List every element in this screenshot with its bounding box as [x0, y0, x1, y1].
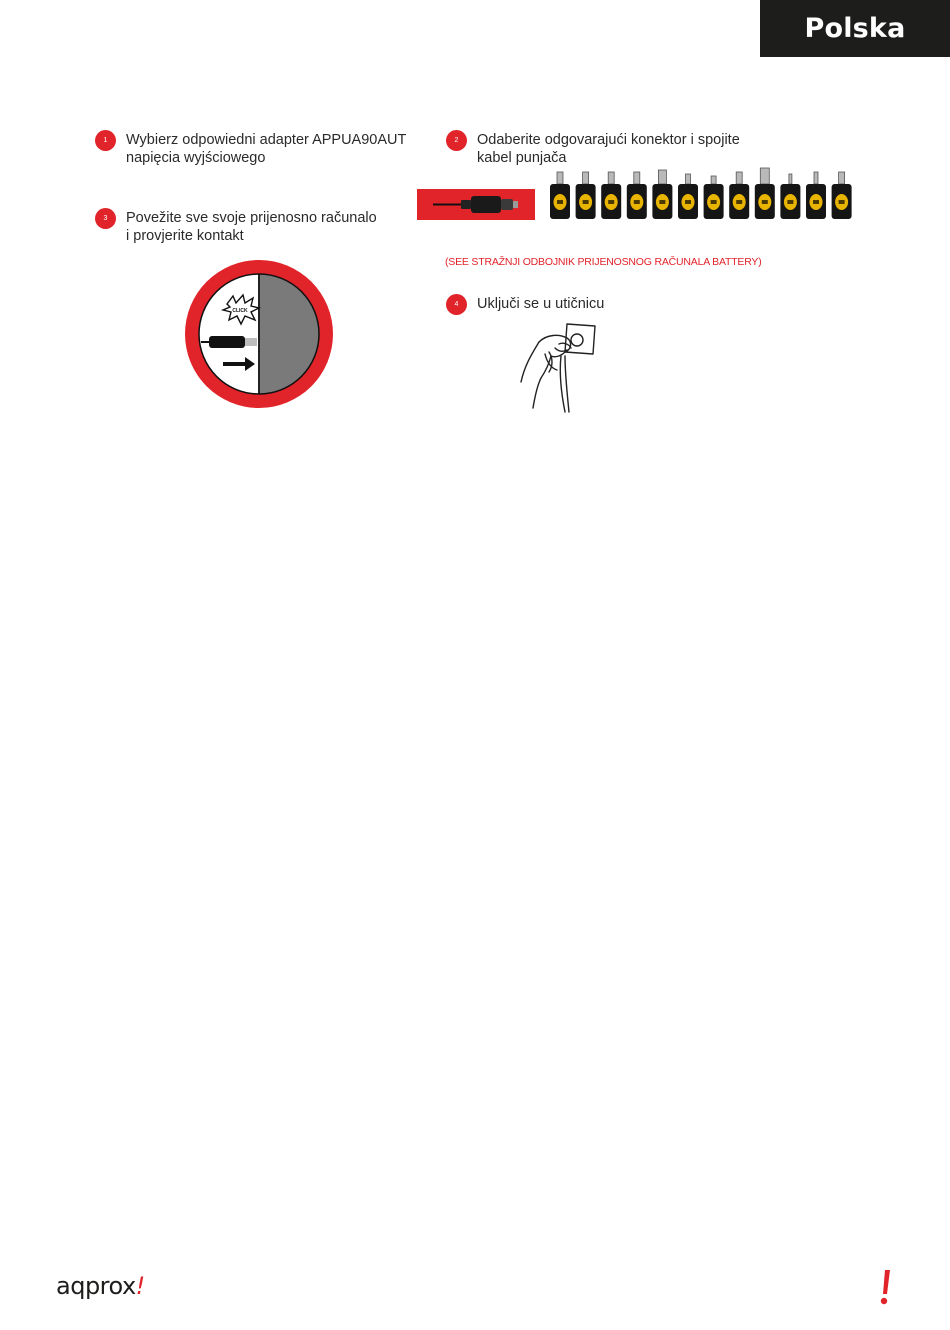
step-2 [446, 131, 740, 167]
connector-tip-icon [652, 170, 672, 219]
connector-tip-icon [627, 172, 647, 219]
warning-text: (SEE STRAŽNJI ODBOJNIK PRIJENOSNOG RAČUNALA BATTERY) [445, 256, 762, 268]
connector-tip-icon [832, 172, 852, 219]
step-number-badge: 3 [95, 208, 116, 229]
brand-logo-mark: ! [135, 1272, 145, 1300]
connector-tip-icon [576, 172, 596, 219]
step-line: Uključi se u utičnicu [477, 296, 605, 312]
connector-tip-icon [704, 176, 724, 219]
plug-socket-illustration [515, 312, 611, 416]
step-text [126, 131, 406, 167]
step-line: Wybierz odpowiedni adapter APPUA90AUT [126, 132, 407, 148]
click-label: CLICK [232, 308, 248, 314]
connector-tip-icon [780, 174, 800, 219]
brand-logo [56, 1272, 145, 1300]
step-number-badge: 2 [446, 130, 467, 151]
step-1 [95, 131, 406, 167]
step-line: napięcia wyjściowego [126, 150, 266, 166]
step-line: Povežite sve svoje prijenosno računalo [126, 210, 377, 226]
connector-tip-icon [678, 174, 698, 219]
step-number-badge: 1 [95, 130, 116, 151]
connection-click-illustration [183, 258, 335, 410]
connector-tip-icon [601, 172, 621, 219]
connector-tip-icon [755, 168, 775, 219]
step-text [126, 209, 377, 245]
step-line: i provjerite kontakt [126, 228, 244, 244]
brand-logo-text: aqprox [56, 1272, 136, 1300]
step-line: kabel punjača [477, 150, 567, 166]
step-text [477, 131, 740, 167]
step-text [477, 295, 604, 313]
step-number-badge: 4 [446, 294, 467, 315]
exclamation-mark-icon [878, 1268, 892, 1306]
connector-tip-icon [729, 172, 749, 219]
language-tab: Polska [760, 0, 950, 57]
connector-tip-icon [550, 172, 570, 219]
charger-cable-image [417, 189, 535, 220]
connector-tip-icon [806, 172, 826, 219]
step-3 [95, 209, 377, 245]
connector-tips-image [548, 166, 860, 222]
step-line: Odaberite odgovarajući konektor i spojite [477, 132, 740, 148]
